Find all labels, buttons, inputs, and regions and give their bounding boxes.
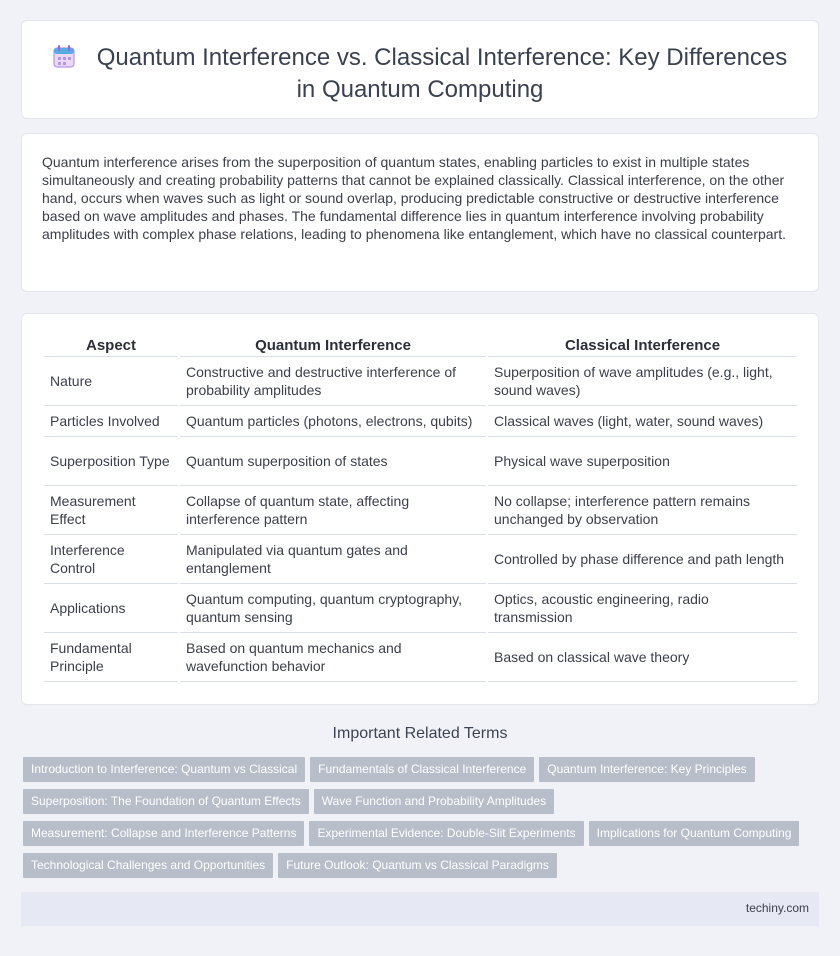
related-term-tag[interactable]: Wave Function and Probability Amplitudes <box>314 789 554 814</box>
tag-row <box>23 853 818 885</box>
aspect-cell: Measurement Effect <box>44 486 178 535</box>
quantum-cell: Manipulated via quantum gates and entanglement <box>180 535 486 584</box>
calendar-icon <box>53 44 75 75</box>
related-term-tag[interactable]: Future Outlook: Quantum vs Classical Paradigms <box>278 853 557 878</box>
column-header-classical: Classical Interference <box>488 335 797 357</box>
aspect-cell: Particles Involved <box>44 406 178 437</box>
tag-row <box>23 757 818 789</box>
footer-brand[interactable]: techiny.com <box>745 901 809 915</box>
classical-cell: Classical waves (light, water, sound waves) <box>488 406 797 437</box>
related-term-tag[interactable]: Quantum Interference: Key Principles <box>539 757 754 782</box>
classical-cell: No collapse; interference pattern remains unchanged by observation <box>488 486 797 535</box>
related-term-tag[interactable]: Superposition: The Foundation of Quantum Effects <box>23 789 309 814</box>
classical-cell: Optics, acoustic engineering, radio transmission <box>488 584 797 633</box>
aspect-cell: Nature <box>44 357 178 406</box>
classical-cell: Superposition of wave amplitudes (e.g., light, sound waves) <box>488 357 797 406</box>
tag-row <box>23 821 818 853</box>
table-row <box>44 633 797 682</box>
classical-cell: Based on classical wave theory <box>488 633 797 682</box>
quantum-cell: Based on quantum mechanics and wavefunction behavior <box>180 633 486 682</box>
related-term-tag[interactable]: Implications for Quantum Computing <box>589 821 800 846</box>
aspect-cell: Interference Control <box>44 535 178 584</box>
column-header-aspect: Aspect <box>44 335 178 357</box>
page-title-row <box>22 43 818 104</box>
comparison-table <box>42 335 799 682</box>
intro-card <box>21 133 819 292</box>
quantum-cell: Quantum computing, quantum cryptography, quantum sensing <box>180 584 486 633</box>
related-term-tag[interactable]: Fundamentals of Classical Interference <box>310 757 534 782</box>
related-term-tag[interactable]: Introduction to Interference: Quantum vs Classical <box>23 757 305 782</box>
quantum-cell: Collapse of quantum state, affecting interference pattern <box>180 486 486 535</box>
table-row <box>44 584 797 633</box>
table-row <box>44 535 797 584</box>
table-row <box>44 437 797 486</box>
header-card <box>21 20 819 119</box>
aspect-cell: Fundamental Principle <box>44 633 178 682</box>
classical-cell: Controlled by phase difference and path length <box>488 535 797 584</box>
quantum-cell: Quantum superposition of states <box>180 437 486 486</box>
related-term-tag[interactable]: Technological Challenges and Opportunities <box>23 853 273 878</box>
intro-paragraph: Quantum interference arises from the superposition of quantum states, enabling particles to exist in multiple states simultaneously and creating probability patterns that cannot be explained classically. Classical interference, on the other hand, occurs when waves such as light or sound overlap, producing predictable constructive or destructive interference based on wave amplitudes and phases. The fundamental difference lies in quantum interference involving probability amplitudes with complex phase relations, leading to phenomena like entanglement, which have no classical counterpart. <box>42 154 786 242</box>
quantum-cell: Quantum particles (photons, electrons, qubits) <box>180 406 486 437</box>
column-header-quantum: Quantum Interference <box>180 335 486 357</box>
comparison-card <box>21 313 819 705</box>
related-terms-list <box>23 757 818 885</box>
tag-row <box>23 789 818 821</box>
related-term-tag[interactable]: Experimental Evidence: Double-Slit Experiments <box>309 821 583 846</box>
quantum-cell: Constructive and destructive interference of probability amplitudes <box>180 357 486 406</box>
aspect-cell: Superposition Type <box>44 437 178 486</box>
related-terms-heading: Important Related Terms <box>332 725 508 742</box>
table-row <box>44 486 797 535</box>
page-title: Quantum Interference vs. Classical Interference: Key Differences in Quantum Computing <box>96 44 788 103</box>
table-row <box>44 406 797 437</box>
related-term-tag[interactable]: Measurement: Collapse and Interference Patterns <box>23 821 304 846</box>
footer-bar <box>21 892 819 926</box>
classical-cell: Physical wave superposition <box>488 437 797 486</box>
aspect-cell: Applications <box>44 584 178 633</box>
table-row <box>44 357 797 406</box>
